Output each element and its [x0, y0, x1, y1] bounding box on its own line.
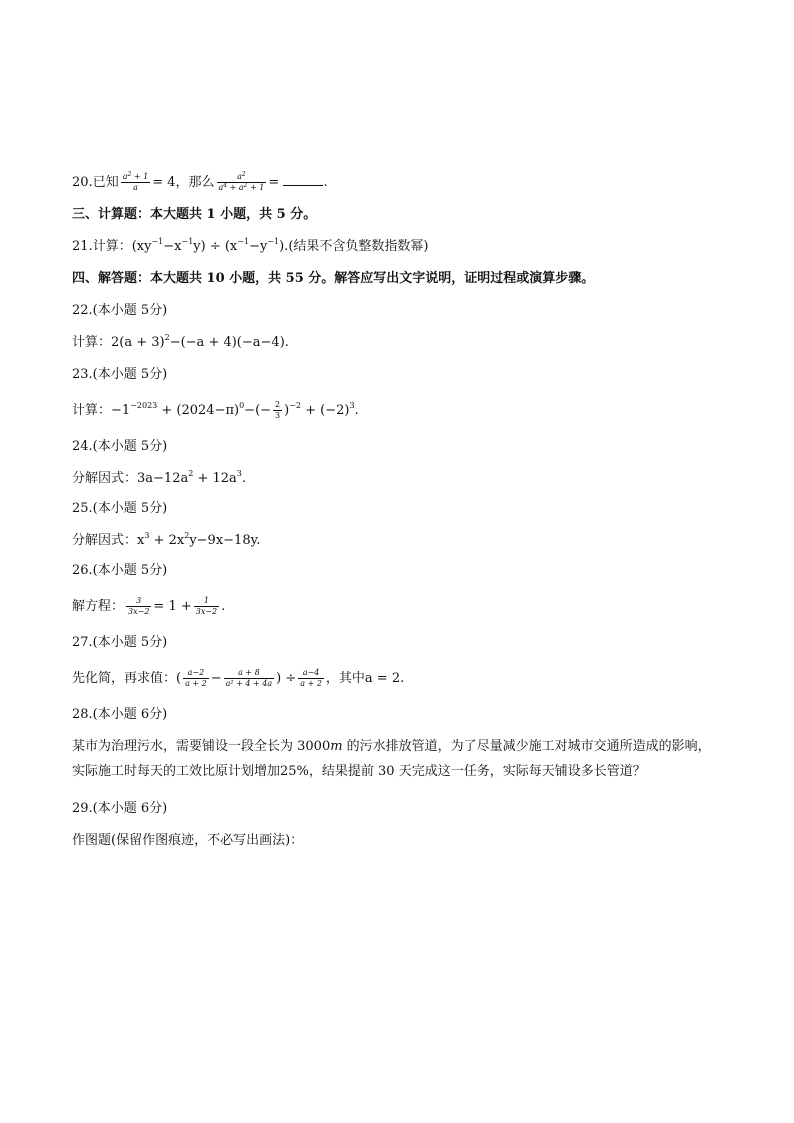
frac-den: 3x−2 [195, 607, 218, 616]
question-number: 20. [72, 175, 93, 190]
period: . [354, 403, 359, 418]
frac-num-rest: + 1 [131, 172, 149, 181]
question-23-header: 23.(本小题 5分) [72, 367, 168, 382]
expr-part: + 12a [193, 471, 237, 486]
frac-num: 2 [275, 400, 281, 409]
expr-part: + (−2) [301, 403, 350, 418]
expr-part: (xy [131, 239, 152, 254]
question-text: 已知 [92, 175, 119, 190]
expr-part: x [137, 533, 145, 548]
question-27-body [72, 668, 404, 689]
question-28-body [72, 734, 722, 784]
question-number: 21. [72, 239, 93, 254]
frac-den-rest: + a [227, 183, 244, 192]
fraction-a+8-over-quadratic [224, 668, 275, 689]
expr-part: + 2x [149, 533, 185, 548]
frac-den-end: + 1 [247, 183, 265, 192]
question-label: 解方程： [72, 599, 125, 614]
section-3-heading: 三、计算题：本大题共 1 小题，共 5 分。 [72, 207, 317, 222]
frac-num: 3 [126, 596, 151, 607]
frac-den: a + 2 [300, 679, 322, 688]
fraction-3-over-3x-2 [126, 596, 151, 617]
question-text: 某市为治理污水，需要铺设一段全长为 3000 [72, 739, 331, 754]
question-21 [72, 238, 428, 256]
expr-part: 3a−12a [137, 471, 189, 486]
answer-blank[interactable] [283, 175, 323, 186]
question-28-header: 28.(本小题 6分) [72, 707, 168, 722]
question-25-body [72, 532, 260, 550]
expr-part: y) ÷ (x [193, 239, 238, 254]
expr-part: ，其中a = 2. [325, 671, 405, 686]
frac-den: 3 [275, 411, 281, 420]
frac-num: 1 [194, 596, 219, 607]
exponent: −1 [181, 237, 194, 246]
frac-den: a + 2 [185, 679, 207, 688]
period: . [323, 175, 328, 190]
frac-den: 3x−2 [128, 607, 150, 616]
question-label: 分解因式： [72, 533, 138, 548]
exponent: 0 [239, 401, 245, 410]
question-29-body: 作图题(保留作图痕迹，不必写出画法)： [72, 833, 304, 848]
question-note: (结果不含负整数指数幂) [288, 239, 429, 254]
question-text: 的污水排放管道，为了尽量减少施工对城市交通所造成的影响，实际施工时每天的工效比原计划增加25%，结果提前 30 天完成这一任务，实际每天铺设多长管道？ [72, 739, 711, 779]
question-text: = 4，那么 [152, 175, 215, 190]
frac-num: a−4 [298, 668, 324, 679]
question-label: 计算： [72, 335, 112, 350]
question-26-body [72, 596, 225, 617]
frac-num-var: a [122, 172, 128, 181]
frac-num: a + 8 [224, 668, 275, 679]
question-27-header: 27.(本小题 5分) [72, 635, 168, 650]
section-4-heading: 四、解答题：本大题共 10 小题，共 55 分。解答应写出文字说明，证明过程或演算步骤。 [72, 271, 595, 286]
expr-part: y−9x−18y. [189, 533, 261, 548]
question-label: 计算： [72, 403, 112, 418]
exponent: −1 [151, 237, 164, 246]
minus-sign: − [210, 671, 222, 686]
fraction-a2-over-a4: $\frac{a^2}{a^4 + a^2 + 1}$ [218, 171, 265, 192]
expr-part: −y [249, 239, 268, 254]
expr-part: 2(a + 3) [111, 335, 165, 350]
unit: m [330, 739, 343, 754]
exponent: −2023 [130, 401, 158, 410]
question-label: 先化简，再求值：( [72, 671, 182, 686]
exponent: −2 [289, 401, 301, 410]
expr-part: ) ÷ [276, 671, 297, 686]
question-label: 计算： [92, 239, 132, 254]
frac-num-var: a [237, 172, 242, 181]
question-26-header: 26.(本小题 5分) [72, 563, 168, 578]
fraction-a-4-over-a+2 [298, 668, 324, 689]
expr-part: −x [163, 239, 182, 254]
expr-part: −(−a + 4)(−a−4). [169, 335, 289, 350]
expr-part: + (2024−π) [157, 403, 240, 418]
fraction-a-2-over-a+2 [183, 668, 209, 689]
period: . [241, 471, 247, 486]
question-23-body [72, 400, 359, 421]
question-22-header: 22.(本小题 5分) [72, 303, 168, 318]
question-24-body [72, 470, 246, 488]
question-24-header: 24.(本小题 5分) [72, 439, 168, 454]
expr-part: ) [284, 403, 290, 418]
fraction-2-over-3 [273, 400, 282, 421]
exponent: −1 [267, 237, 280, 246]
exponent: 3 [349, 401, 355, 410]
frac-den: a² + 4 + 4a [225, 679, 273, 688]
question-25-header: 25.(本小题 5分) [72, 501, 168, 516]
expr-part: −1 [111, 403, 131, 418]
exponent: 3 [236, 469, 242, 478]
expr-part: −(− [244, 403, 272, 418]
frac-num: a−2 [183, 668, 209, 679]
expr-part: = 1 + [153, 599, 192, 614]
exponent: 2 [184, 531, 190, 540]
question-22-body [72, 334, 289, 352]
exponent: 2 [188, 469, 194, 478]
fraction-1-over-3x-2 [194, 596, 219, 617]
question-29-header: 29.(本小题 6分) [72, 801, 168, 816]
question-label: 分解因式： [72, 471, 138, 486]
frac-den-var: a [218, 183, 224, 192]
period: . [221, 599, 226, 614]
fraction-a2plus1-over-a: $\frac{a^2 + 1}{a}$ [122, 171, 149, 192]
equals-sign: = [268, 175, 280, 190]
exponent: 2 [164, 333, 170, 342]
exponent: 3 [144, 531, 150, 540]
exponent: −1 [237, 237, 250, 246]
question-20 [72, 172, 328, 193]
expr-part: ). [279, 239, 289, 254]
frac-den: a [133, 183, 138, 192]
